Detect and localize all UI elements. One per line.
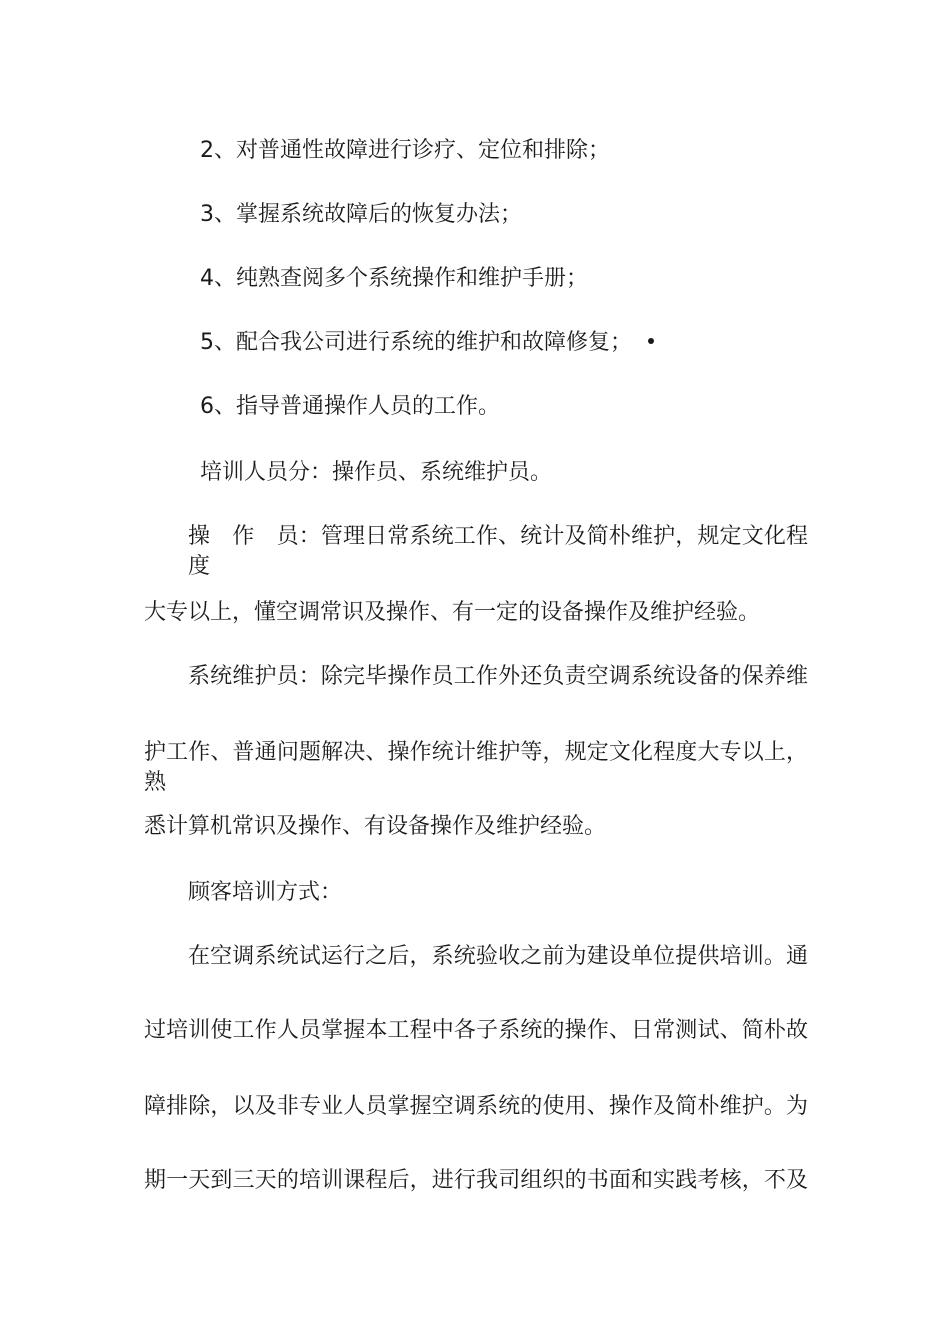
list-item-text: 5、配合我公司进行系统的维护和故障修复； [200, 330, 632, 355]
list-item: 2、对普通性故障进行诊疗、定位和排除； [200, 138, 610, 163]
training-method-line: 在空调系统试运行之后，系统验收之前为建设单位提供培训。通 [188, 944, 808, 969]
list-item: 6、指导普通操作人员的工作。 [200, 394, 500, 419]
operator-paragraph-line: 大专以上，懂空调常识及操作、有一定的设备操作及维护经验。 [144, 600, 761, 625]
list-item: 4、纯熟查阅多个系统操作和维护手册； [200, 266, 588, 291]
list-item [200, 328, 654, 358]
bullet-dot-icon [648, 338, 654, 344]
operator-paragraph-line: 操 作 员：管理日常系统工作、统计及简朴维护，规定文化程度 [188, 524, 808, 579]
maintainer-paragraph-line: 悉计算机常识及操作、有设备操作及维护经验。 [144, 814, 607, 839]
training-method-line: 过培训使工作人员掌握本工程中各子系统的操作、日常测试、简朴故 [144, 1018, 808, 1043]
training-method-line: 期一天到三天的培训课程后，进行我司组织的书面和实践考核，不及 [144, 1168, 808, 1193]
training-method-line: 障排除，以及非专业人员掌握空调系统的使用、操作及简朴维护。为 [144, 1094, 808, 1119]
maintainer-paragraph-line: 系统维护员：除完毕操作员工作外还负责空调系统设备的保养维 [188, 664, 808, 689]
training-method-heading: 顾客培训方式： [188, 880, 343, 905]
list-item: 3、掌握系统故障后的恢复办法； [200, 202, 522, 227]
maintainer-paragraph-line: 护工作、普通问题解决、操作统计维护等，规定文化程度大专以上，熟 [144, 740, 808, 795]
training-staff-intro: 培训人员分：操作员、系统维护员。 [200, 460, 553, 485]
